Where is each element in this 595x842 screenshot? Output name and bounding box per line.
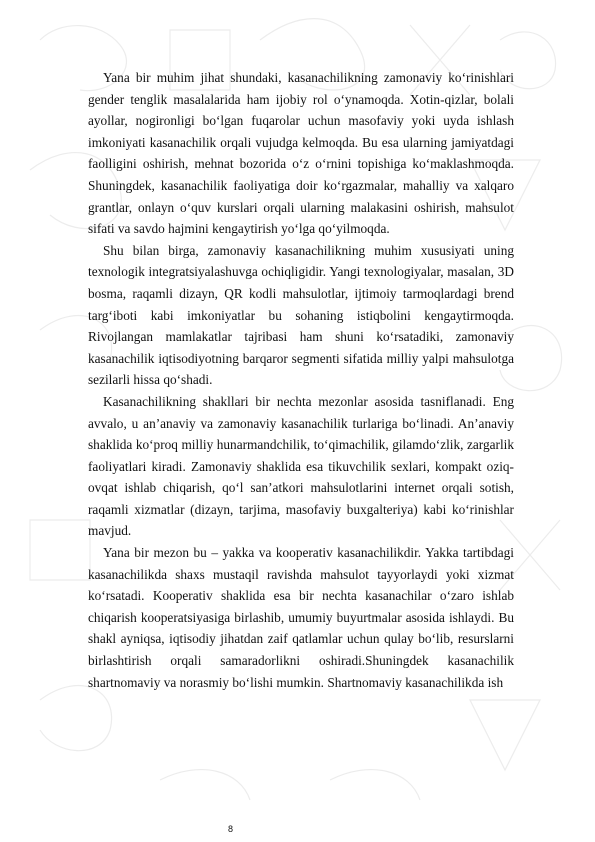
paragraph-technology-integration: Shu bilan birga, zamonaviy kasanachilikning muhim xususiyati uning texnologik integratsiyalashuvga ochiqligidir. Yangi texnologiyalar, masalan, 3D bosma, raqamli dizayn, QR kodli mahsulotlar, ijtimoiy tarmoqlardagi brend targ‘iboti kabi imkoniyatlar bu sohaning istiqbolini kengaytirmoqda. Rivojlangan mamlakatlar tajribasi ham shuni ko‘rsatadiki, zamonaviy kasanachilik iqtisodiyotning barqaror segmenti sifatida milliy yalpi mahsulotga sezilarli hissa qo‘shadi.	[88, 242, 514, 388]
paragraph-individual-cooperative: Yana bir mezon bu – yakka va kooperativ kasanachilikdir. Yakka tartibdagi kasanachilikda shaxs mustaqil ravishda mahsulot tayyorlaydi yoki xizmat ko‘rsatadi. Kooperativ shaklida esa bir nechta kasanachilar o‘zaro ishlab chiqarish kooperatsiyasiga birlashib, umumiy buyurtmalar asosida ishlaydi. Bu shakl ayniqsa, iqtisodiy jihatdan zaif qatlamlar uchun qulay bo‘lib, resurslarni birlashtirish orqali samaradorlikni oshiradi.Shuningdek kasanachilik shartnomaviy va norasmiy bo‘lishi mumkin. Shartnomaviy kasanachilikda ish	[88, 545, 514, 690]
document-body	[88, 67, 514, 693]
paragraph-gender-equality: Yana bir muhim jihat shundaki, kasanachilikning zamonaviy ko‘rinishlari gender tenglik masalalarida ham ijobiy rol o‘ynamoqda. Xotin-qizlar, bolali ayollar, nogironligi bo‘lgan fuqarolar uchun masofaviy yoki uyda ishlash imkoniyati kasanachilik orqali vujudga kelmoqda. Bu esa ularning jamiyatdagi faolligini oshirish, mehnat bozorida o‘z o‘rnini topishiga ko‘maklashmoqda. Shuningdek, kasanachilik faoliyatiga doir ko‘rgazmalar, mahalliy va xalqaro grantlar, onlayn o‘quv kurslari orqali ularning malakasini oshirish, mahsulot sifati va savdo hajmini kengaytirish yo‘lga qo‘yilmoqda.	[88, 70, 514, 237]
paragraph-forms-classification: Kasanachilikning shakllari bir nechta mezonlar asosida tasniflanadi. Eng avvalo, u an’anaviy va zamonaviy kasanachilik turlariga bo‘linadi. An’anaviy shaklida ko‘proq milliy hunarmandchilik, to‘qimachilik, gilamdo‘zlik, zargarlik faoliyatlari kiradi. Zamonaviy shaklida esa tikuvchilik sexlari, kompakt oziq-ovqat ishlab chiqarish, qo‘l san’atkori mahsulotlarini internet orqali sotish, raqamli xizmatlar (dizayn, tarjima, masofaviy buxgalteriya) kabi ko‘rinishlar mavjud.	[88, 393, 514, 539]
page-number: 8	[228, 824, 234, 834]
